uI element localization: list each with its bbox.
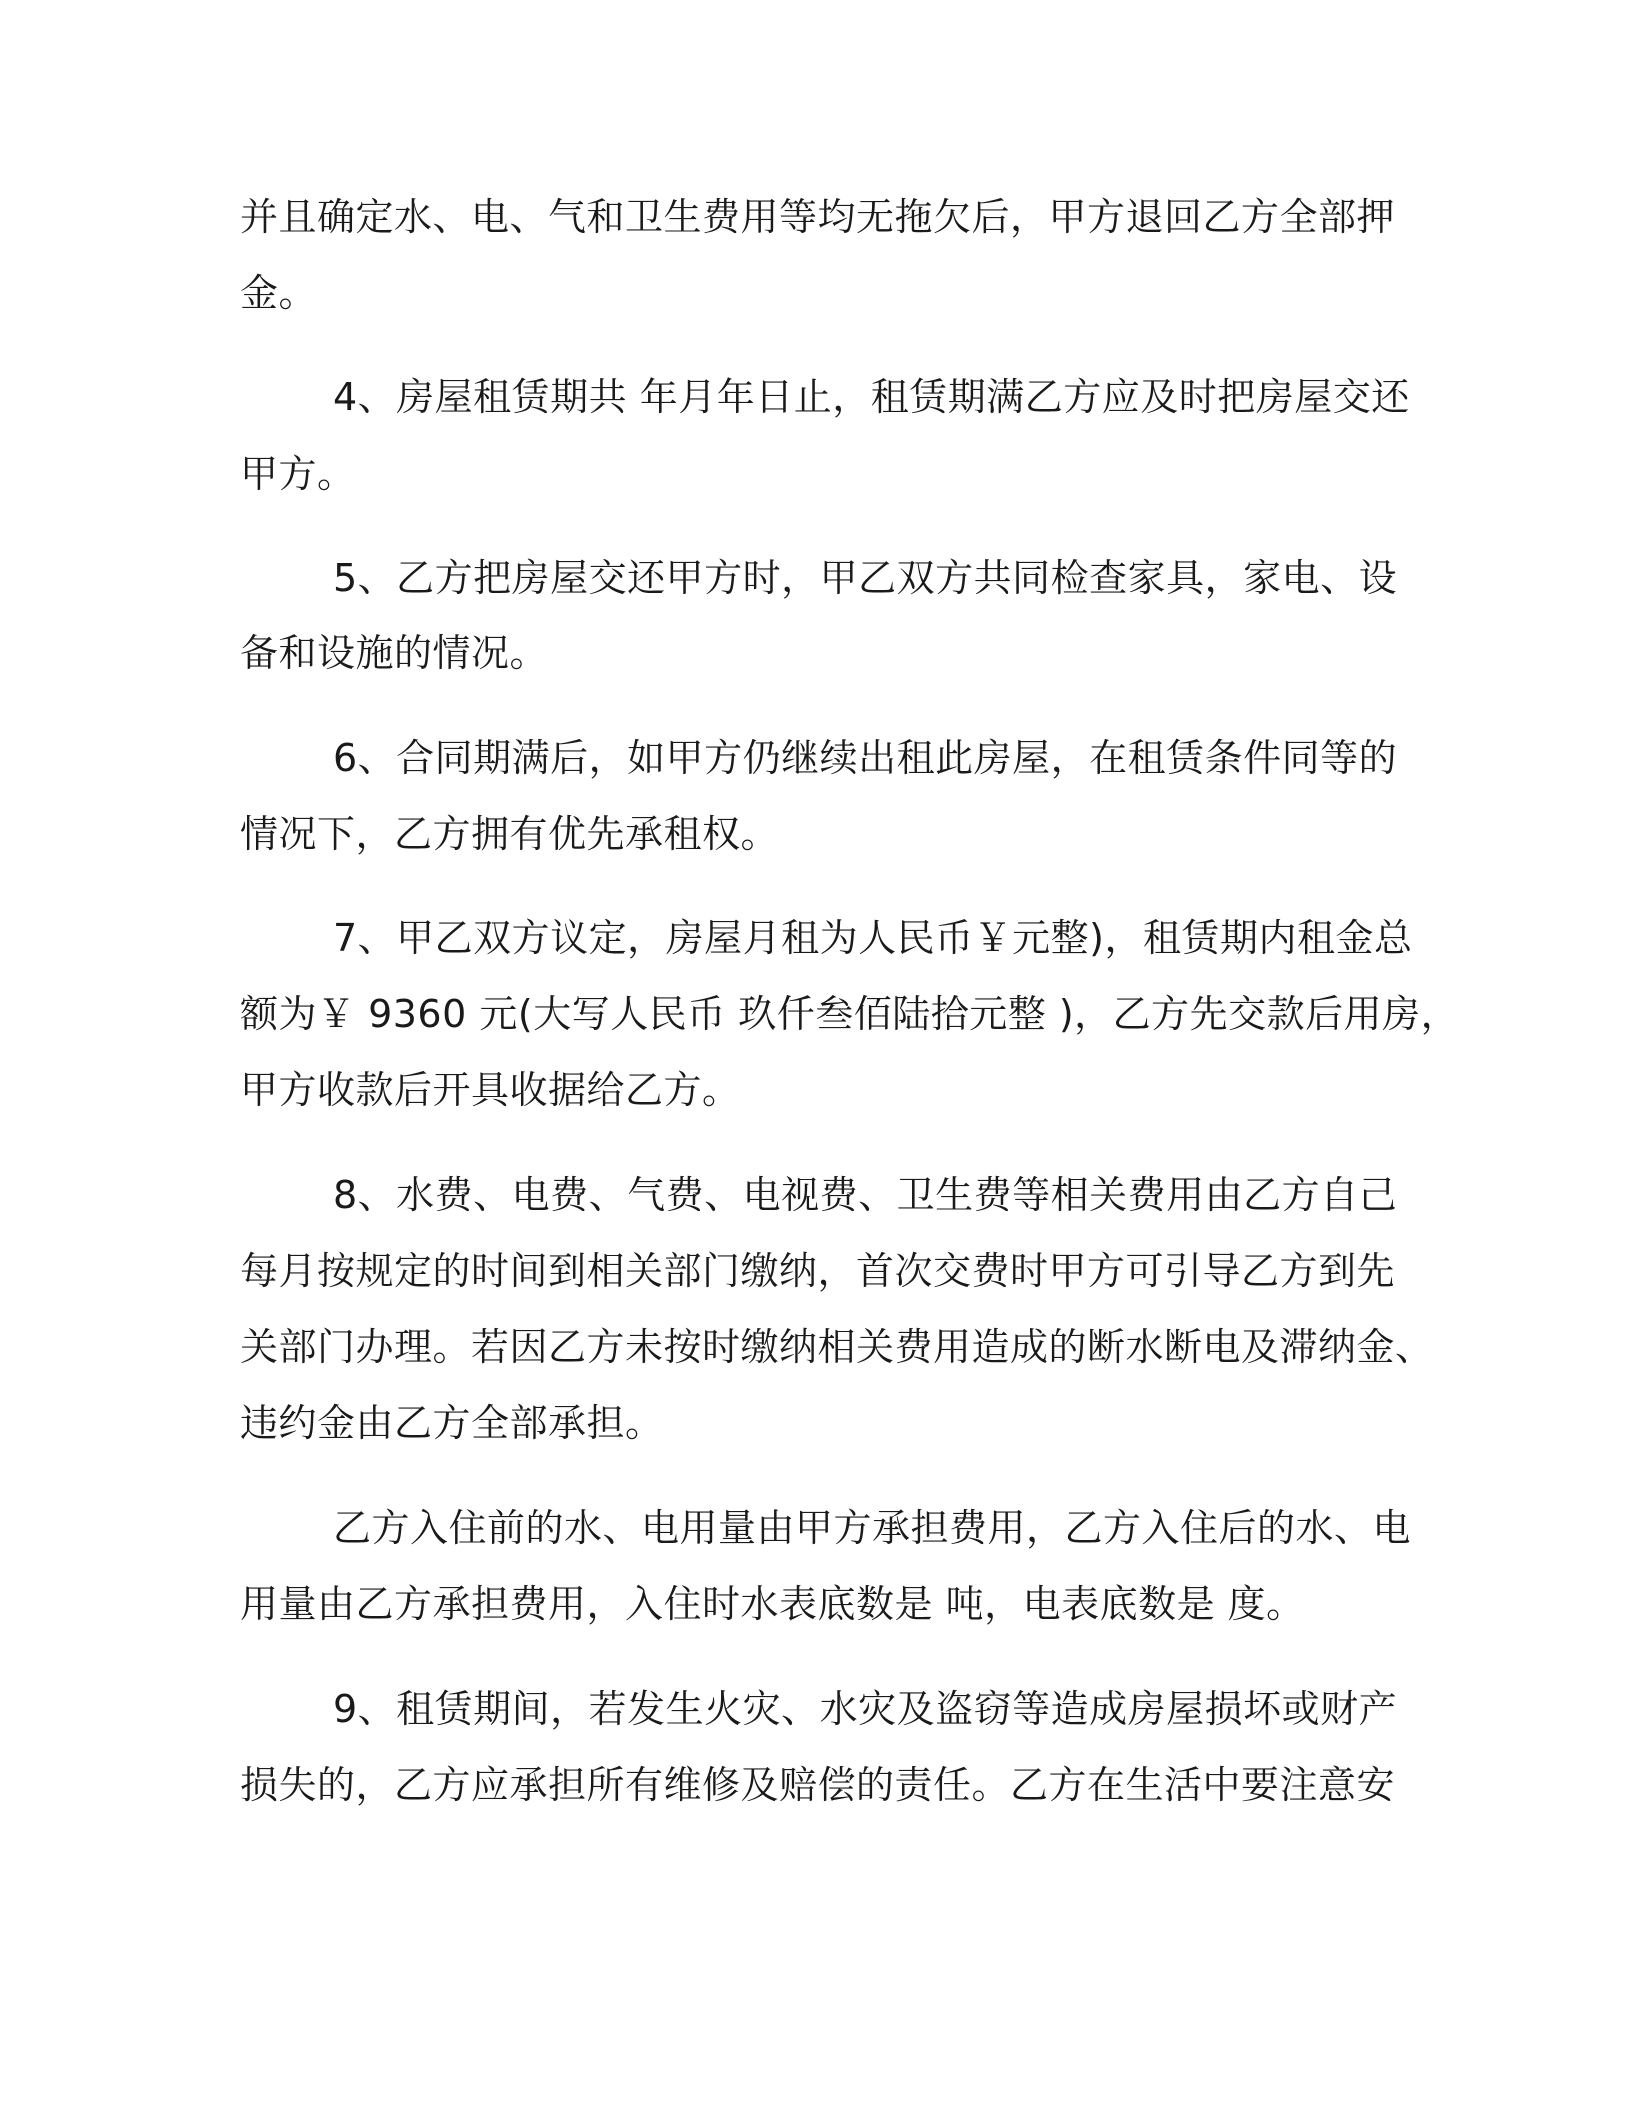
clause-9-line: 损失的，乙方应承担所有维修及赔偿的责任。乙方在生活中要注意安: [240, 1763, 1396, 1807]
utility-paragraph-line: 用量由乙方承担费用，入住时水表底数是 吨，电表底数是 度。: [240, 1582, 1305, 1626]
clause-4-line: 甲方。: [240, 452, 356, 496]
clause-8-line: 违约金由乙方全部承担。: [240, 1401, 664, 1445]
clause-8-line: 关部门办理。若因乙方未按时缴纳相关费用造成的断水断电及滞纳金、: [240, 1325, 1434, 1369]
clause-6-line: 情况下，乙方拥有优先承租权。: [240, 812, 780, 856]
clause-6-line: 6、合同期满后，如甲方仍继续出租此房屋，在租赁条件同等的: [333, 736, 1398, 780]
clause-7-line: 甲方收款后开具收据给乙方。: [240, 1068, 741, 1112]
utility-paragraph-line: 乙方入住前的水、电用量由甲方承担费用，乙方入住后的水、电: [333, 1506, 1412, 1550]
clause-5-line: 备和设施的情况。: [240, 631, 549, 675]
paragraph-line: 并且确定水、电、气和卫生费用等均无拖欠后，甲方退回乙方全部押: [240, 195, 1396, 239]
clause-4-line: 4、房屋租赁期共 年月年日止，租赁期满乙方应及时把房屋交还: [333, 375, 1410, 419]
clause-9-line: 9、租赁期间，若发生火灾、水灾及盗窃等造成房屋损坏或财产: [333, 1687, 1398, 1731]
clause-5-line: 5、乙方把房屋交还甲方时，甲乙双方共同检查家具，家电、设: [333, 556, 1398, 600]
clause-8-line: 每月按规定的时间到相关部门缴纳，首次交费时甲方可引导乙方到先: [240, 1249, 1396, 1293]
clause-8-line: 8、水费、电费、气费、电视费、卫生费等相关费用由乙方自己: [333, 1173, 1398, 1217]
clause-7-line: 额为￥ 9360 元(大写人民币 玖仟叁佰陆拾元整 )，乙方先交款后用房，: [240, 992, 1460, 1036]
paragraph-line: 金。: [240, 271, 318, 315]
clause-7-line: 7、甲乙双方议定，房屋月租为人民币￥元整)，租赁期内租金总: [333, 916, 1413, 960]
